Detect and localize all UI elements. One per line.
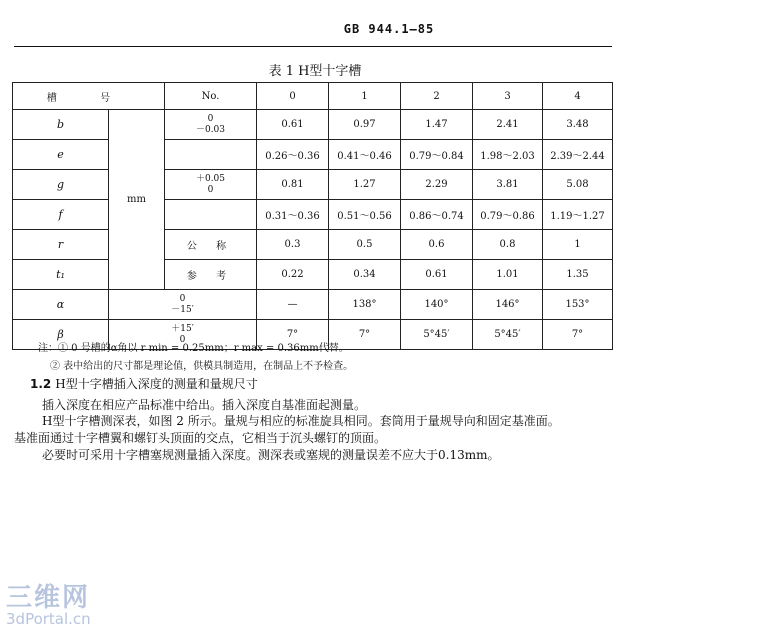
note-2: ② 表中给出的尺寸都是理论值，供模具制造用，在制品上不予检查。	[50, 361, 354, 372]
value-cell: 0.8	[473, 230, 543, 260]
tolerance-lower: －0.03	[195, 124, 226, 135]
table-row	[13, 140, 613, 170]
tolerance-upper: 0	[179, 293, 186, 304]
header-col: 2	[401, 83, 473, 110]
paragraph: 基准面通过十字槽翼和螺钉头顶面的交点，它相当于沉头螺钉的顶面。	[14, 431, 387, 445]
row-symbol: t₁	[13, 260, 109, 290]
value-cell: 0.79～0.84	[401, 140, 473, 170]
value-cell: 2.41	[473, 110, 543, 140]
value-cell: 1.35	[543, 260, 613, 290]
value-cell: 146°	[473, 290, 543, 320]
table-row	[13, 110, 613, 140]
value-cell: 0.41～0.46	[329, 140, 401, 170]
value-cell: 1.19～1.27	[543, 200, 613, 230]
value-cell: 7°	[543, 320, 613, 350]
row-symbol: f	[13, 200, 109, 230]
standard-number: GB 944.1—85	[343, 22, 435, 36]
value-cell: 7°	[329, 320, 401, 350]
value-cell: 0.26～0.36	[257, 140, 329, 170]
watermark-cn: 三维网	[6, 583, 91, 613]
tolerance-cell	[109, 290, 257, 320]
cross-recess-table	[12, 82, 613, 350]
header-col: 0	[257, 83, 329, 110]
row-symbol: g	[13, 170, 109, 200]
value-cell: 3.81	[473, 170, 543, 200]
tolerance-cell	[165, 200, 257, 230]
value-cell: 1	[543, 230, 613, 260]
header-col: 4	[543, 83, 613, 110]
value-cell: 0.3	[257, 230, 329, 260]
value-cell: 138°	[329, 290, 401, 320]
value-cell: 0.97	[329, 110, 401, 140]
row-label: 公 称	[165, 230, 257, 260]
value-cell: 3.48	[543, 110, 613, 140]
table-caption: 表 1 H型十字槽	[268, 64, 362, 79]
table-row	[13, 260, 613, 290]
watermark-logo	[6, 577, 91, 628]
note-1: 注：① 0 号槽的α角以 r min = 0.25mm；r max = 0.36mm代替。	[38, 343, 349, 354]
value-cell: 0.34	[329, 260, 401, 290]
tolerance-lower: 0	[179, 334, 186, 345]
row-symbol: β	[13, 320, 109, 350]
value-cell: 5.08	[543, 170, 613, 200]
value-cell: 1.01	[473, 260, 543, 290]
header-col: 3	[473, 83, 543, 110]
table-notes	[38, 340, 353, 376]
value-cell: 0.6	[401, 230, 473, 260]
value-cell: 1.27	[329, 170, 401, 200]
tolerance-cell	[165, 170, 257, 200]
value-cell: 0.86～0.74	[401, 200, 473, 230]
table-row	[13, 230, 613, 260]
value-cell: 0.81	[257, 170, 329, 200]
value-cell: 1.47	[401, 110, 473, 140]
value-cell: 0.61	[401, 260, 473, 290]
section-heading	[30, 375, 258, 392]
header-col: 1	[329, 83, 401, 110]
paragraph: H型十字槽测深表，如图 2 所示。量规与相应的标准旋具相同。套筒用于量规导向和固定基准面。	[42, 414, 560, 428]
header-no: No.	[165, 83, 257, 110]
value-cell: 0.31～0.36	[257, 200, 329, 230]
header-rule	[14, 46, 612, 47]
tolerance-upper: 0	[207, 113, 214, 124]
tolerance-cell	[165, 110, 257, 140]
tolerance-upper: ＋0.05	[195, 173, 226, 184]
unit-cell: mm	[109, 110, 165, 290]
value-cell: —	[257, 290, 329, 320]
table-row	[13, 200, 613, 230]
watermark-en: 3dPortal.cn	[6, 610, 91, 628]
value-cell: 140°	[401, 290, 473, 320]
row-symbol: r	[13, 230, 109, 260]
value-cell: 0.22	[257, 260, 329, 290]
value-cell: 0.61	[257, 110, 329, 140]
value-cell: 1.98～2.03	[473, 140, 543, 170]
row-symbol: b	[13, 110, 109, 140]
value-cell: 0.5	[329, 230, 401, 260]
tolerance-lower: 0	[207, 184, 214, 195]
value-cell: 0.79～0.86	[473, 200, 543, 230]
tolerance-upper: ＋15′	[171, 323, 194, 334]
table-header-row	[13, 83, 613, 110]
value-cell: 5°45′	[473, 320, 543, 350]
row-symbol: α	[13, 290, 109, 320]
paragraph: 必要时可采用十字槽塞规测量插入深度。测深表或塞规的测量误差不应大于0.13mm。	[42, 448, 500, 462]
paragraph: 插入深度在相应产品标准中给出。插入深度自基准面起测量。	[42, 398, 367, 412]
tolerance-lower: －15′	[171, 304, 194, 315]
table-row	[13, 170, 613, 200]
section-number: 1.2	[30, 377, 52, 391]
value-cell: 7°	[257, 320, 329, 350]
table-row	[13, 290, 613, 320]
row-symbol: e	[13, 140, 109, 170]
header-label: 槽 号	[13, 83, 165, 110]
value-cell: 153°	[543, 290, 613, 320]
value-cell: 2.39～2.44	[543, 140, 613, 170]
row-label: 参 考	[165, 260, 257, 290]
value-cell: 0.51～0.56	[329, 200, 401, 230]
section-title: H型十字槽插入深度的测量和量规尺寸	[55, 377, 258, 391]
tolerance-cell	[165, 140, 257, 170]
value-cell: 2.29	[401, 170, 473, 200]
value-cell: 5°45′	[401, 320, 473, 350]
